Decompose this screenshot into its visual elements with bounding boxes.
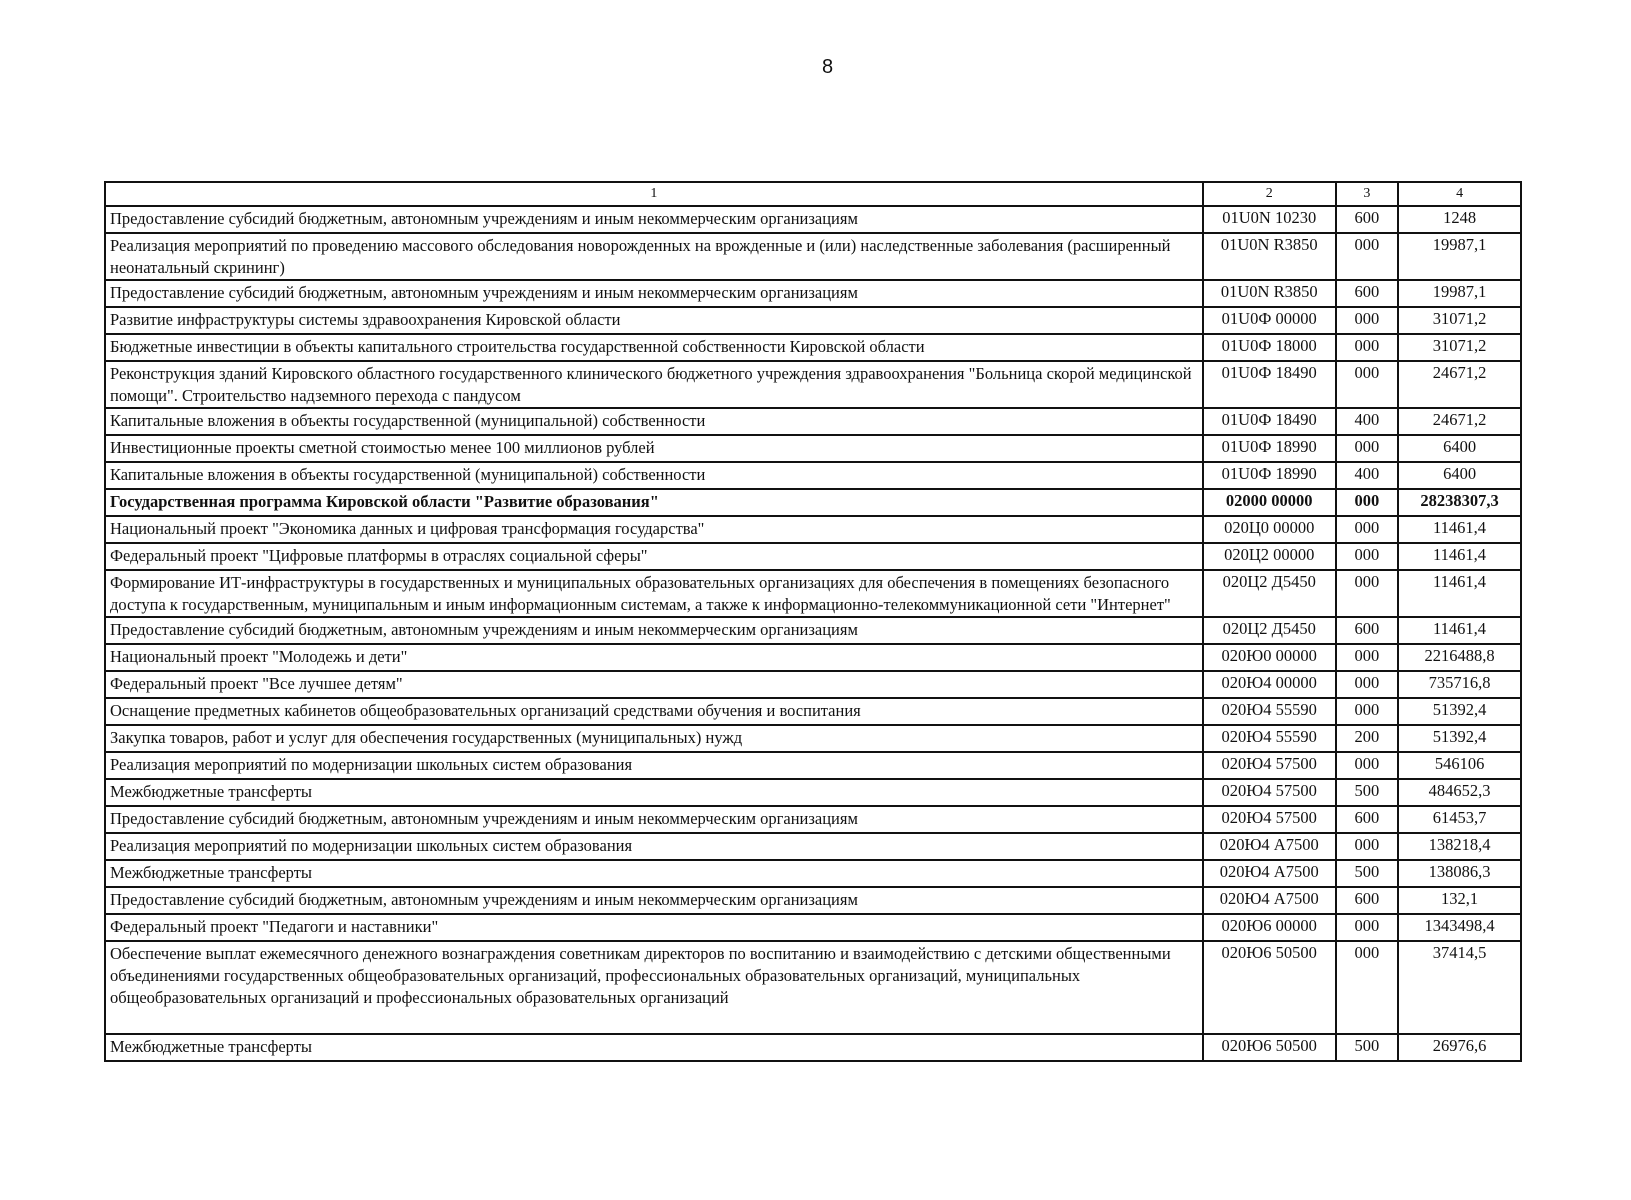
row-kvr-cell: 000 [1336,671,1398,698]
row-code-cell: 020Ю4 57500 [1203,806,1336,833]
row-sum-cell: 1343498,4 [1398,914,1521,941]
row-kvr-cell: 500 [1336,860,1398,887]
row-sum-cell: 484652,3 [1398,779,1521,806]
table-row [105,408,1521,435]
row-kvr-cell: 000 [1336,698,1398,725]
row-kvr-cell: 500 [1336,779,1398,806]
column-header-2: 2 [1203,182,1336,206]
row-kvr-cell: 000 [1336,516,1398,543]
row-name-cell: Межбюджетные трансферты [105,779,1203,806]
table-row [105,617,1521,644]
row-name-cell: Бюджетные инвестиции в объекты капитального строительства государственной собственности Кировской области [105,334,1203,361]
row-name-cell: Инвестиционные проекты сметной стоимостью менее 100 миллионов рублей [105,435,1203,462]
row-code-cell: 020Ю6 50500 [1203,1034,1336,1061]
table-row [105,752,1521,779]
table-row [105,779,1521,806]
row-name-cell: Обеспечение выплат ежемесячного денежного вознаграждения советникам директоров по воспитанию и взаимодействию с детскими общественными объединениями государственных общеобразовательных организаций, профессиональных образовательных организаций, муниципальных общеобразовательных организаций и профессиональных образовательных организаций [105,941,1203,1034]
column-header-1: 1 [105,182,1203,206]
row-kvr-cell: 000 [1336,334,1398,361]
row-kvr-cell: 400 [1336,408,1398,435]
row-name-cell: Реализация мероприятий по проведению массового обследования новорожденных на врожденные и (или) наследственные заболевания (расширенный неонатальный скрининг) [105,233,1203,280]
row-kvr-cell: 000 [1336,570,1398,617]
table-row [105,233,1521,280]
row-sum-cell: 24671,2 [1398,408,1521,435]
table-row [105,462,1521,489]
table-row [105,671,1521,698]
row-sum-cell: 735716,8 [1398,671,1521,698]
row-kvr-cell: 000 [1336,543,1398,570]
row-name-cell: Федеральный проект "Все лучшее детям" [105,671,1203,698]
row-name-cell: Предоставление субсидий бюджетным, автономным учреждениям и иным некоммерческим организациям [105,887,1203,914]
row-sum-cell: 6400 [1398,435,1521,462]
row-code-cell: 020Ц0 00000 [1203,516,1336,543]
table-row [105,860,1521,887]
row-kvr-cell: 600 [1336,206,1398,233]
row-kvr-cell: 600 [1336,617,1398,644]
table-row [105,833,1521,860]
table-body [105,206,1521,1061]
row-kvr-cell: 000 [1336,307,1398,334]
row-sum-cell: 6400 [1398,462,1521,489]
table-row [105,543,1521,570]
row-name-cell: Реализация мероприятий по модернизации школьных систем образования [105,752,1203,779]
row-sum-cell: 1248 [1398,206,1521,233]
row-kvr-cell: 600 [1336,806,1398,833]
row-name-cell: Национальный проект "Экономика данных и цифровая трансформация государства" [105,516,1203,543]
column-header-3: 3 [1336,182,1398,206]
table-row [105,435,1521,462]
row-name-cell: Межбюджетные трансферты [105,1034,1203,1061]
row-kvr-cell: 000 [1336,752,1398,779]
row-kvr-cell: 500 [1336,1034,1398,1061]
row-code-cell: 020Ю4 57500 [1203,779,1336,806]
row-sum-cell: 19987,1 [1398,280,1521,307]
table-row [105,570,1521,617]
table-row [105,334,1521,361]
row-name-cell: Государственная программа Кировской области "Развитие образования" [105,489,1203,516]
row-code-cell: 020Ю4 А7500 [1203,860,1336,887]
row-code-cell: 020Ю0 00000 [1203,644,1336,671]
row-sum-cell: 31071,2 [1398,334,1521,361]
row-name-cell: Закупка товаров, работ и услуг для обеспечения государственных (муниципальных) нужд [105,725,1203,752]
row-name-cell: Реализация мероприятий по модернизации школьных систем образования [105,833,1203,860]
row-code-cell: 020Ю4 А7500 [1203,887,1336,914]
row-code-cell: 020Ю4 57500 [1203,752,1336,779]
row-name-cell: Межбюджетные трансферты [105,860,1203,887]
row-sum-cell: 2216488,8 [1398,644,1521,671]
row-sum-cell: 26976,6 [1398,1034,1521,1061]
row-sum-cell: 138086,3 [1398,860,1521,887]
row-sum-cell: 37414,5 [1398,941,1521,1034]
table-row [105,941,1521,1034]
row-name-cell: Предоставление субсидий бюджетным, автономным учреждениям и иным некоммерческим организациям [105,280,1203,307]
row-sum-cell: 51392,4 [1398,698,1521,725]
row-code-cell: 020Ц2 00000 [1203,543,1336,570]
row-sum-cell: 51392,4 [1398,725,1521,752]
row-name-cell: Предоставление субсидий бюджетным, автономным учреждениям и иным некоммерческим организациям [105,806,1203,833]
table-row [105,489,1521,516]
row-kvr-cell: 600 [1336,887,1398,914]
table-row [105,887,1521,914]
row-kvr-cell: 000 [1336,435,1398,462]
table-row [105,206,1521,233]
row-code-cell: 01U0Ф 18490 [1203,408,1336,435]
table-header-row [105,182,1521,206]
row-sum-cell: 11461,4 [1398,617,1521,644]
row-name-cell: Федеральный проект "Цифровые платформы в отраслях социальной сферы" [105,543,1203,570]
row-code-cell: 01U0Ф 00000 [1203,307,1336,334]
row-code-cell: 01U0Ф 18000 [1203,334,1336,361]
page-number: 8 [821,56,834,78]
row-code-cell: 020Ю4 55590 [1203,698,1336,725]
row-sum-cell: 132,1 [1398,887,1521,914]
table-row [105,914,1521,941]
row-sum-cell: 24671,2 [1398,361,1521,408]
row-name-cell: Развитие инфраструктуры системы здравоохранения Кировской области [105,307,1203,334]
row-sum-cell: 19987,1 [1398,233,1521,280]
row-code-cell: 020Ю6 00000 [1203,914,1336,941]
row-sum-cell: 61453,7 [1398,806,1521,833]
row-kvr-cell: 600 [1336,280,1398,307]
row-kvr-cell: 400 [1336,462,1398,489]
row-code-cell: 01U0Ф 18990 [1203,435,1336,462]
row-code-cell: 01U0Ф 18490 [1203,361,1336,408]
row-kvr-cell: 200 [1336,725,1398,752]
row-code-cell: 020Ю4 55590 [1203,725,1336,752]
row-name-cell: Капитальные вложения в объекты государственной (муниципальной) собственности [105,408,1203,435]
row-code-cell: 020Ю4 А7500 [1203,833,1336,860]
row-sum-cell: 546106 [1398,752,1521,779]
row-sum-cell: 28238307,3 [1398,489,1521,516]
budget-table [104,181,1522,1062]
row-name-cell: Капитальные вложения в объекты государственной (муниципальной) собственности [105,462,1203,489]
row-name-cell: Формирование ИТ-инфраструктуры в государственных и муниципальных образовательных организациях для обеспечения в помещениях безопасного доступа к государственным, муниципальным и иным информационным системам, а также к информационно-телекоммуникационной сети "Интернет" [105,570,1203,617]
row-code-cell: 01U0Ф 18990 [1203,462,1336,489]
table-row [105,280,1521,307]
row-kvr-cell: 000 [1336,489,1398,516]
row-code-cell: 01U0N R3850 [1203,233,1336,280]
row-code-cell: 01U0N R3850 [1203,280,1336,307]
table-row [105,644,1521,671]
row-kvr-cell: 000 [1336,914,1398,941]
row-code-cell: 020Ю6 50500 [1203,941,1336,1034]
row-sum-cell: 138218,4 [1398,833,1521,860]
row-kvr-cell: 000 [1336,644,1398,671]
row-kvr-cell: 000 [1336,233,1398,280]
row-name-cell: Национальный проект "Молодежь и дети" [105,644,1203,671]
row-code-cell: 02000 00000 [1203,489,1336,516]
row-sum-cell: 11461,4 [1398,516,1521,543]
row-code-cell: 020Ц2 Д5450 [1203,570,1336,617]
row-sum-cell: 11461,4 [1398,543,1521,570]
table-row [105,1034,1521,1061]
row-name-cell: Предоставление субсидий бюджетным, автономным учреждениям и иным некоммерческим организациям [105,206,1203,233]
row-kvr-cell: 000 [1336,833,1398,860]
table-row [105,725,1521,752]
row-sum-cell: 11461,4 [1398,570,1521,617]
row-kvr-cell: 000 [1336,361,1398,408]
row-sum-cell: 31071,2 [1398,307,1521,334]
row-code-cell: 01U0N 10230 [1203,206,1336,233]
table-row [105,361,1521,408]
table-row [105,806,1521,833]
row-code-cell: 020Ю4 00000 [1203,671,1336,698]
row-name-cell: Оснащение предметных кабинетов общеобразовательных организаций средствами обучения и воспитания [105,698,1203,725]
row-name-cell: Реконструкция зданий Кировского областного государственного клинического бюджетного учреждения здравоохранения "Больница скорой медицинской помощи". Строительство надземного перехода с пандусом [105,361,1203,408]
row-name-cell: Федеральный проект "Педагоги и наставники" [105,914,1203,941]
table-row [105,516,1521,543]
table-row [105,698,1521,725]
row-kvr-cell: 000 [1336,941,1398,1034]
table-row [105,307,1521,334]
row-name-cell: Предоставление субсидий бюджетным, автономным учреждениям и иным некоммерческим организациям [105,617,1203,644]
row-code-cell: 020Ц2 Д5450 [1203,617,1336,644]
column-header-4: 4 [1398,182,1521,206]
